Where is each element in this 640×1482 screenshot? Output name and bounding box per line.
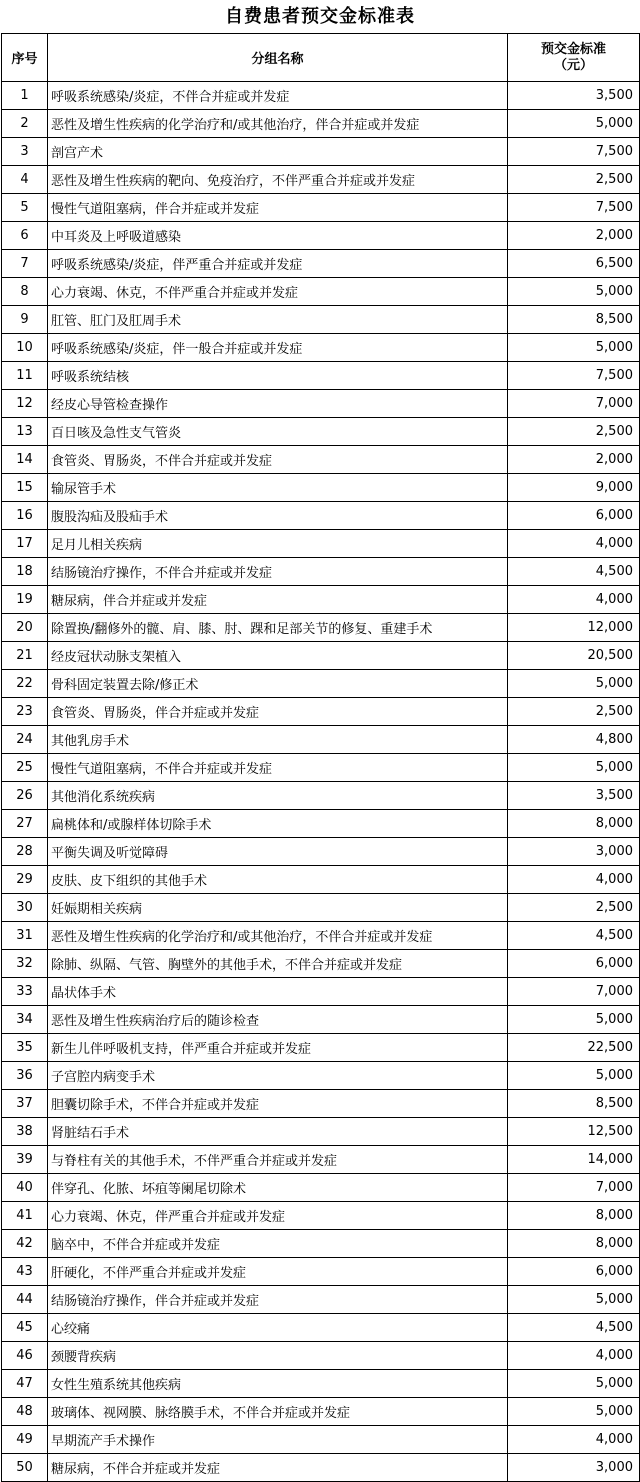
row-index: 12 — [2, 390, 48, 418]
row-group-name: 输尿管手术 — [48, 474, 508, 502]
table-row — [2, 502, 640, 530]
document-title: 自费患者预交金标准表 — [225, 6, 415, 27]
table-row — [2, 1118, 640, 1146]
row-deposit-amount: 3,500 — [508, 782, 640, 810]
row-index: 49 — [2, 1426, 48, 1454]
row-group-name: 其他消化系统疾病 — [48, 782, 508, 810]
table-row — [2, 138, 640, 166]
row-deposit-amount: 4,000 — [508, 1426, 640, 1454]
row-index: 33 — [2, 978, 48, 1006]
row-deposit-amount: 2,500 — [508, 698, 640, 726]
table-row — [2, 418, 640, 446]
row-deposit-amount: 2,500 — [508, 166, 640, 194]
row-deposit-amount: 4,800 — [508, 726, 640, 754]
table-row — [2, 1314, 640, 1342]
row-index: 2 — [2, 110, 48, 138]
table-row — [2, 1230, 640, 1258]
table-row — [2, 558, 640, 586]
table-row — [2, 1342, 640, 1370]
header-index: 序号 — [2, 34, 48, 82]
row-index: 38 — [2, 1118, 48, 1146]
row-group-name: 肾脏结石手术 — [48, 1118, 508, 1146]
table-row — [2, 474, 640, 502]
table-row — [2, 754, 640, 782]
table-header-row — [2, 34, 640, 82]
row-group-name: 结肠镜治疗操作，不伴合并症或并发症 — [48, 558, 508, 586]
row-deposit-amount: 12,000 — [508, 614, 640, 642]
row-group-name: 剖宫产术 — [48, 138, 508, 166]
row-deposit-amount: 4,000 — [508, 530, 640, 558]
row-group-name: 除置换/翻修外的髋、肩、膝、肘、踝和足部关节的修复、重建手术 — [48, 614, 508, 642]
row-group-name: 心力衰竭、休克，不伴严重合并症或并发症 — [48, 278, 508, 306]
row-index: 29 — [2, 866, 48, 894]
row-deposit-amount: 5,000 — [508, 334, 640, 362]
table-row — [2, 1426, 640, 1454]
row-deposit-amount: 2,000 — [508, 446, 640, 474]
row-deposit-amount: 5,000 — [508, 1286, 640, 1314]
row-deposit-amount: 7,000 — [508, 1174, 640, 1202]
row-index: 16 — [2, 502, 48, 530]
row-group-name: 肝硬化，不伴严重合并症或并发症 — [48, 1258, 508, 1286]
row-deposit-amount: 4,000 — [508, 1342, 640, 1370]
row-index: 9 — [2, 306, 48, 334]
row-deposit-amount: 5,000 — [508, 1398, 640, 1426]
row-index: 43 — [2, 1258, 48, 1286]
row-index: 24 — [2, 726, 48, 754]
row-group-name: 早期流产手术操作 — [48, 1426, 508, 1454]
row-group-name: 皮肤、皮下组织的其他手术 — [48, 866, 508, 894]
row-group-name: 玻璃体、视网膜、脉络膜手术，不伴合并症或并发症 — [48, 1398, 508, 1426]
row-deposit-amount: 6,000 — [508, 502, 640, 530]
table-row — [2, 614, 640, 642]
table-row — [2, 306, 640, 334]
row-group-name: 百日咳及急性支气管炎 — [48, 418, 508, 446]
row-index: 20 — [2, 614, 48, 642]
table-row — [2, 1090, 640, 1118]
table-row — [2, 1370, 640, 1398]
header-deposit-line2: （元） — [553, 57, 593, 73]
table-row — [2, 782, 640, 810]
row-index: 47 — [2, 1370, 48, 1398]
row-index: 23 — [2, 698, 48, 726]
row-index: 28 — [2, 838, 48, 866]
table-row — [2, 278, 640, 306]
row-deposit-amount: 3,500 — [508, 82, 640, 110]
row-index: 37 — [2, 1090, 48, 1118]
row-index: 48 — [2, 1398, 48, 1426]
row-deposit-amount: 7,500 — [508, 194, 640, 222]
row-deposit-amount: 22,500 — [508, 1034, 640, 1062]
row-index: 4 — [2, 166, 48, 194]
table-row — [2, 950, 640, 978]
row-index: 30 — [2, 894, 48, 922]
row-group-name: 慢性气道阻塞病，不伴合并症或并发症 — [48, 754, 508, 782]
row-deposit-amount: 5,000 — [508, 1006, 640, 1034]
row-deposit-amount: 6,000 — [508, 1258, 640, 1286]
row-index: 19 — [2, 586, 48, 614]
row-group-name: 呼吸系统感染/炎症，不伴合并症或并发症 — [48, 82, 508, 110]
row-group-name: 糖尿病，伴合并症或并发症 — [48, 586, 508, 614]
row-index: 32 — [2, 950, 48, 978]
row-index: 6 — [2, 222, 48, 250]
row-deposit-amount: 14,000 — [508, 1146, 640, 1174]
row-deposit-amount: 8,000 — [508, 1230, 640, 1258]
row-index: 50 — [2, 1454, 48, 1482]
row-group-name: 心绞痛 — [48, 1314, 508, 1342]
table-row — [2, 530, 640, 558]
row-deposit-amount: 3,000 — [508, 838, 640, 866]
row-index: 21 — [2, 642, 48, 670]
row-group-name: 与脊柱有关的其他手术，不伴严重合并症或并发症 — [48, 1146, 508, 1174]
row-group-name: 颈腰背疾病 — [48, 1342, 508, 1370]
table-row — [2, 586, 640, 614]
table-row — [2, 390, 640, 418]
table-row — [2, 110, 640, 138]
row-group-name: 其他乳房手术 — [48, 726, 508, 754]
row-group-name: 糖尿病，不伴合并症或并发症 — [48, 1454, 508, 1482]
row-deposit-amount: 8,000 — [508, 1202, 640, 1230]
row-group-name: 经皮冠状动脉支架植入 — [48, 642, 508, 670]
row-index: 8 — [2, 278, 48, 306]
row-index: 15 — [2, 474, 48, 502]
row-index: 36 — [2, 1062, 48, 1090]
row-index: 42 — [2, 1230, 48, 1258]
table-row — [2, 166, 640, 194]
row-group-name: 妊娠期相关疾病 — [48, 894, 508, 922]
header-deposit — [508, 34, 640, 82]
row-index: 7 — [2, 250, 48, 278]
table-row — [2, 642, 640, 670]
table-row — [2, 838, 640, 866]
table-row — [2, 670, 640, 698]
table-row — [2, 1454, 640, 1482]
row-deposit-amount: 4,000 — [508, 586, 640, 614]
table-row — [2, 334, 640, 362]
row-group-name: 肛管、肛门及肛周手术 — [48, 306, 508, 334]
row-group-name: 腹股沟疝及股疝手术 — [48, 502, 508, 530]
row-index: 25 — [2, 754, 48, 782]
row-group-name: 食管炎、胃肠炎，不伴合并症或并发症 — [48, 446, 508, 474]
row-deposit-amount: 5,000 — [508, 278, 640, 306]
row-deposit-amount: 8,000 — [508, 810, 640, 838]
row-group-name: 足月儿相关疾病 — [48, 530, 508, 558]
row-deposit-amount: 5,000 — [508, 670, 640, 698]
row-group-name: 女性生殖系统其他疾病 — [48, 1370, 508, 1398]
row-index: 22 — [2, 670, 48, 698]
row-deposit-amount: 5,000 — [508, 1370, 640, 1398]
row-index: 35 — [2, 1034, 48, 1062]
table-row — [2, 1174, 640, 1202]
row-group-name: 食管炎、胃肠炎，伴合并症或并发症 — [48, 698, 508, 726]
row-index: 11 — [2, 362, 48, 390]
row-group-name: 中耳炎及上呼吸道感染 — [48, 222, 508, 250]
table-row — [2, 1062, 640, 1090]
row-deposit-amount: 3,000 — [508, 1454, 640, 1482]
table-row — [2, 82, 640, 110]
row-index: 5 — [2, 194, 48, 222]
table-row — [2, 1258, 640, 1286]
row-deposit-amount: 7,000 — [508, 978, 640, 1006]
table-row — [2, 810, 640, 838]
row-group-name: 心力衰竭、休克，伴严重合并症或并发症 — [48, 1202, 508, 1230]
row-deposit-amount: 5,000 — [508, 1062, 640, 1090]
row-deposit-amount: 2,500 — [508, 418, 640, 446]
row-group-name: 呼吸系统感染/炎症，伴严重合并症或并发症 — [48, 250, 508, 278]
row-deposit-amount: 2,500 — [508, 894, 640, 922]
table-body — [2, 82, 640, 1482]
table-row — [2, 1286, 640, 1314]
table-row — [2, 726, 640, 754]
row-group-name: 恶性及增生性疾病治疗后的随诊检查 — [48, 1006, 508, 1034]
table-row — [2, 194, 640, 222]
row-group-name: 脑卒中，不伴合并症或并发症 — [48, 1230, 508, 1258]
table-row — [2, 922, 640, 950]
row-group-name: 恶性及增生性疾病的化学治疗和/或其他治疗，伴合并症或并发症 — [48, 110, 508, 138]
row-deposit-amount: 4,500 — [508, 558, 640, 586]
row-deposit-amount: 6,000 — [508, 950, 640, 978]
row-index: 39 — [2, 1146, 48, 1174]
table-row — [2, 446, 640, 474]
header-group-name: 分组名称 — [48, 34, 508, 82]
row-index: 10 — [2, 334, 48, 362]
row-index: 1 — [2, 82, 48, 110]
row-index: 26 — [2, 782, 48, 810]
row-group-name: 扁桃体和/或腺样体切除手术 — [48, 810, 508, 838]
row-group-name: 新生儿伴呼吸机支持，伴严重合并症或并发症 — [48, 1034, 508, 1062]
row-index: 46 — [2, 1342, 48, 1370]
deposit-standard-table — [1, 33, 640, 1482]
row-index: 44 — [2, 1286, 48, 1314]
table-row — [2, 362, 640, 390]
table-row — [2, 978, 640, 1006]
row-deposit-amount: 8,500 — [508, 306, 640, 334]
row-deposit-amount: 4,500 — [508, 922, 640, 950]
table-row — [2, 1146, 640, 1174]
row-group-name: 胆囊切除手术，不伴合并症或并发症 — [48, 1090, 508, 1118]
row-deposit-amount: 7,500 — [508, 138, 640, 166]
row-deposit-amount: 4,500 — [508, 1314, 640, 1342]
row-deposit-amount: 2,000 — [508, 222, 640, 250]
row-group-name: 除肺、纵隔、气管、胸壁外的其他手术，不伴合并症或并发症 — [48, 950, 508, 978]
row-group-name: 子宫腔内病变手术 — [48, 1062, 508, 1090]
row-deposit-amount: 5,000 — [508, 110, 640, 138]
row-group-name: 晶状体手术 — [48, 978, 508, 1006]
row-index: 31 — [2, 922, 48, 950]
row-group-name: 经皮心导管检查操作 — [48, 390, 508, 418]
table-row — [2, 1202, 640, 1230]
row-group-name: 呼吸系统结核 — [48, 362, 508, 390]
row-group-name: 呼吸系统感染/炎症，伴一般合并症或并发症 — [48, 334, 508, 362]
row-index: 27 — [2, 810, 48, 838]
row-index: 14 — [2, 446, 48, 474]
row-deposit-amount: 5,000 — [508, 754, 640, 782]
row-group-name: 恶性及增生性疾病的化学治疗和/或其他治疗，不伴合并症或并发症 — [48, 922, 508, 950]
row-index: 34 — [2, 1006, 48, 1034]
table-row — [2, 1006, 640, 1034]
row-index: 41 — [2, 1202, 48, 1230]
row-deposit-amount: 6,500 — [508, 250, 640, 278]
row-deposit-amount: 20,500 — [508, 642, 640, 670]
table-row — [2, 250, 640, 278]
row-group-name: 慢性气道阻塞病，伴合并症或并发症 — [48, 194, 508, 222]
row-index: 3 — [2, 138, 48, 166]
table-row — [2, 1034, 640, 1062]
row-deposit-amount: 9,000 — [508, 474, 640, 502]
row-index: 45 — [2, 1314, 48, 1342]
row-group-name: 结肠镜治疗操作，伴合并症或并发症 — [48, 1286, 508, 1314]
row-deposit-amount: 12,500 — [508, 1118, 640, 1146]
table-row — [2, 222, 640, 250]
row-group-name: 平衡失调及听觉障碍 — [48, 838, 508, 866]
row-deposit-amount: 7,000 — [508, 390, 640, 418]
table-row — [2, 894, 640, 922]
header-deposit-line1: 预交金标准 — [540, 41, 606, 57]
row-group-name: 伴穿孔、化脓、坏疽等阑尾切除术 — [48, 1174, 508, 1202]
row-group-name: 骨科固定装置去除/修正术 — [48, 670, 508, 698]
row-index: 18 — [2, 558, 48, 586]
table-row — [2, 1398, 640, 1426]
row-index: 13 — [2, 418, 48, 446]
row-index: 17 — [2, 530, 48, 558]
table-row — [2, 866, 640, 894]
row-deposit-amount: 7,500 — [508, 362, 640, 390]
table-row — [2, 698, 640, 726]
row-deposit-amount: 8,500 — [508, 1090, 640, 1118]
row-index: 40 — [2, 1174, 48, 1202]
row-group-name: 恶性及增生性疾病的靶向、免疫治疗，不伴严重合并症或并发症 — [48, 166, 508, 194]
row-deposit-amount: 4,000 — [508, 866, 640, 894]
